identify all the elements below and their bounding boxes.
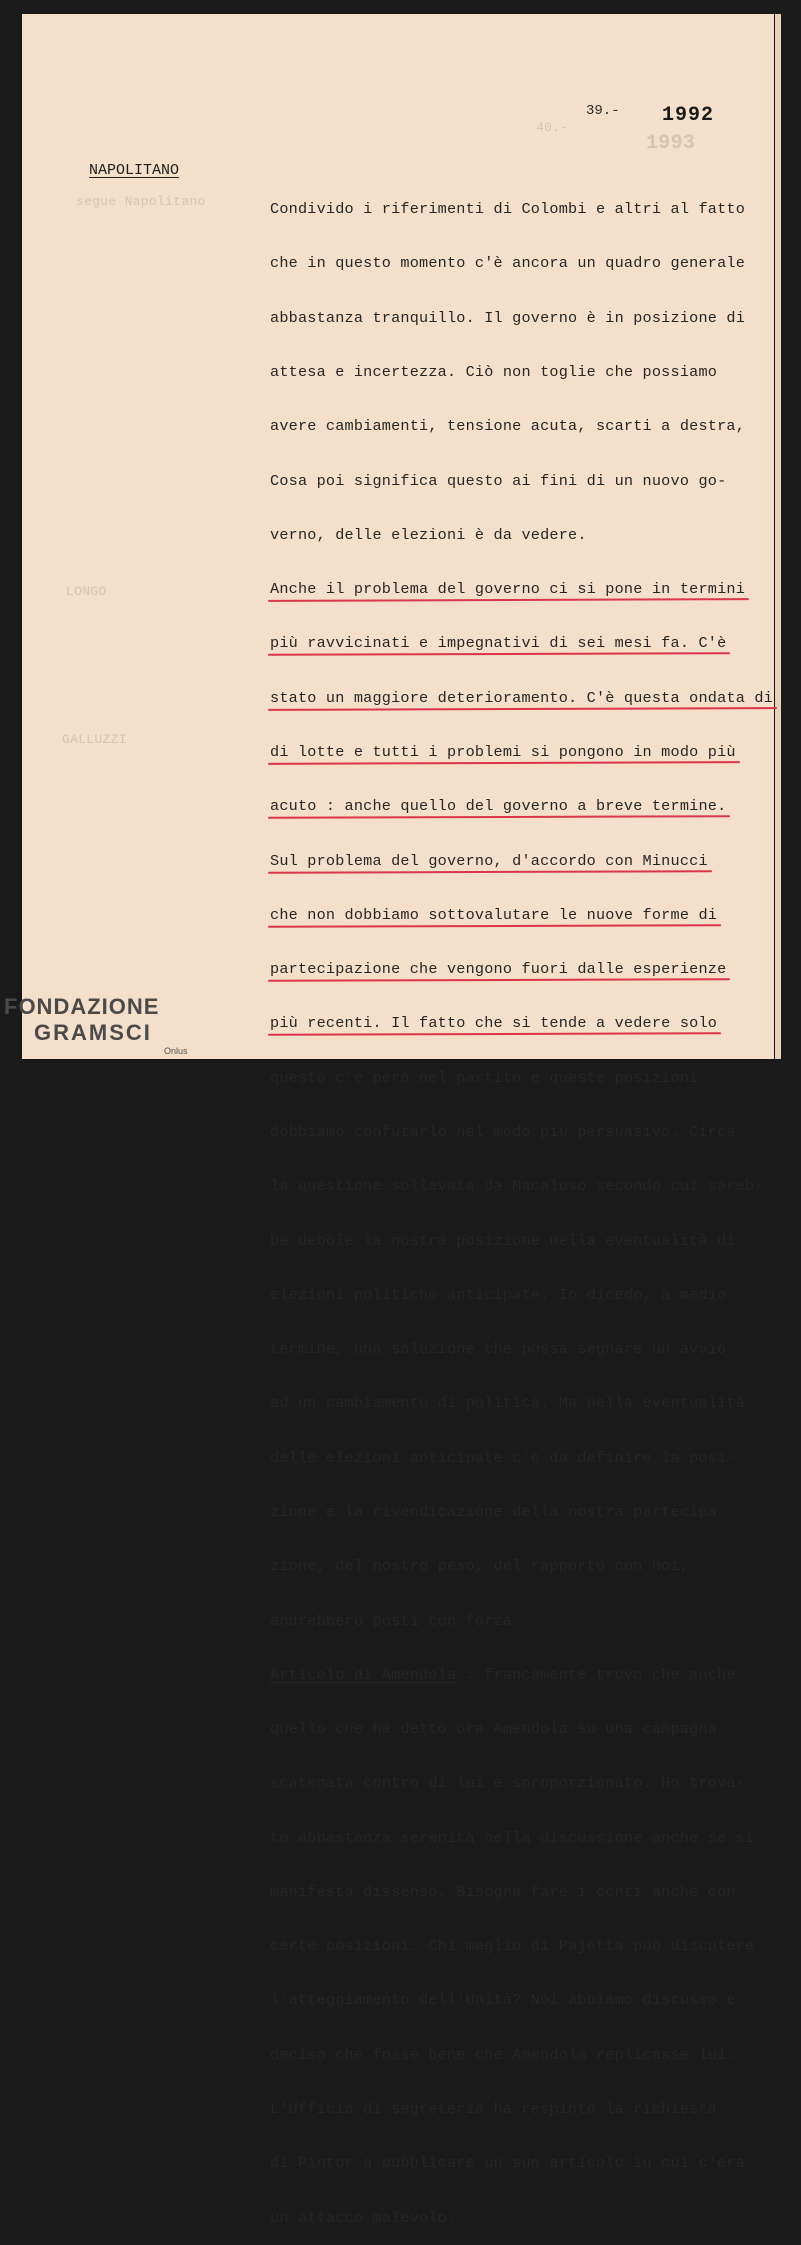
speech-text	[270, 164, 773, 2245]
text-line: Articolo di Amendola : francamente trovo che anche	[270, 1665, 736, 1684]
watermark-line2: GRAMSCI	[34, 1020, 152, 1045]
text-line: Condivido i riferimenti di Colombi e altri al fatto	[270, 200, 746, 219]
highlighted-text: Anche il problema del governo ci si pone in termini	[270, 580, 746, 599]
text-line: zione, del nostro peso, del rapporto con noi,	[270, 1557, 690, 1576]
text-line-highlighted	[270, 797, 770, 815]
text-line: l'atteggiamento dell'Unità? Noi abbiamo discusso e	[270, 1991, 736, 2010]
highlighted-text: stato un maggiore deterioramento. C'è questa ondata di	[270, 688, 773, 707]
text-line: verno, delle elezioni è da vedere.	[270, 525, 587, 544]
text-line: L'Ufficio di segreteria ha respinto la richiesta	[270, 2100, 718, 2119]
text-line: avere cambiamenti, tensione acuta, scarti a destra,	[270, 417, 746, 436]
text-line: deciso che fosse bene che Amendola replicasse lui.	[270, 2045, 736, 2064]
highlighted-text: di lotte e tutti i problemi si pongono in modo più	[270, 743, 736, 761]
text-line: dobbiamo confutarlo nel modo più persuasivo. Circa	[270, 1122, 736, 1141]
underlined-label: Articolo di Amendola	[270, 1665, 457, 1684]
text-line: to abbastanza serenità nella discussione anche se si	[270, 1828, 755, 1847]
text-line: la questione sollevata da Macaluso secondo cui sareb-	[270, 1177, 764, 1196]
text-line-highlighted	[270, 743, 770, 761]
text-line-highlighted	[270, 580, 770, 598]
watermark-line3: Onlus	[164, 1046, 188, 1056]
page-edge	[775, 14, 781, 1059]
highlighted-text: partecipazione che vengono fuori dalle esperienze	[270, 960, 727, 979]
ghost-year: 1993	[646, 132, 696, 155]
text-line-highlighted	[270, 634, 770, 652]
watermark-line1: FONDAZIONE	[4, 994, 160, 1019]
text-line: di Pintor a pubblicare un suo articolo in cui c'era	[270, 2154, 746, 2173]
ghost-name-longo: LONGO	[66, 584, 107, 599]
text-line: andrebbero posti con forza.	[270, 1611, 522, 1630]
highlighted-text: acuto : anche quello del governo a breve termine.	[270, 797, 727, 816]
text-line: certe posizioni. Chi meglio di Pajetta può discutere	[270, 1937, 755, 1956]
highlighted-text: più ravvicinati e impegnativi di sei mesi fa. C'è	[270, 634, 727, 653]
text-line: termine, una soluzione che possa segnare un avvio	[270, 1340, 727, 1359]
text-line: che in questo momento c'è ancora un quadro generale	[270, 254, 746, 273]
text-line-highlighted	[270, 688, 773, 707]
text-line: ad un cambiamento di politica. Ma nella eventualità	[270, 1394, 746, 1413]
text-line-highlighted	[270, 960, 770, 978]
year-label: 1992	[662, 104, 715, 127]
text-line: zione e la rivendicazione della nostra partecipa-	[270, 1502, 727, 1521]
text-line: attesa e incertezza. Ciò non toglie che possiamo	[270, 363, 718, 382]
text-line: scatenata contro di lui è sproporzionato. Ho trova-	[270, 1774, 746, 1793]
text-line: Cosa poi significa questo ai fini di un nuovo go-	[270, 471, 727, 490]
ghost-name-galluzzi: GALLUZZI	[62, 732, 127, 747]
text-line: delle elezioni anticipate c'è da definire la posi-	[270, 1448, 736, 1467]
text-line: be debole la nostra posizione nella eventualità di	[270, 1231, 736, 1250]
fondazione-gramsci-watermark	[4, 994, 188, 1056]
highlighted-text: più recenti. Il fatto che si tende a vedere solo	[270, 1014, 718, 1033]
page-number: 39.-	[586, 103, 620, 119]
highlighted-text: che non dobbiamo sottovalutare le nuove forme di	[270, 905, 718, 924]
text-line: quello che ha detto ora Amendola su una campagna	[270, 1720, 718, 1739]
text-line-highlighted	[270, 906, 770, 924]
text-line: abbastanza tranquillo. Il governo è in posizione di	[270, 308, 746, 327]
text-line-highlighted	[270, 852, 770, 870]
ghost-page-number: 40.-	[536, 120, 569, 135]
text-line: un attacco malevolo.	[270, 2208, 457, 2227]
speaker-name: NAPOLITANO	[89, 162, 180, 179]
text-line: elezioni politiche anticipate. Io dicedo, a medio	[270, 1285, 727, 1304]
text-line-highlighted	[270, 1014, 770, 1032]
text-line: manifesta dissenso. Bisogna fare i conti anche con	[270, 1882, 736, 1901]
text-line: questo c'è però nel partito e queste posizioni	[270, 1068, 699, 1087]
highlighted-text: Sul problema del governo, d'accordo con Minucci	[270, 851, 708, 870]
ghost-segue: segue Napolitano	[76, 194, 206, 209]
